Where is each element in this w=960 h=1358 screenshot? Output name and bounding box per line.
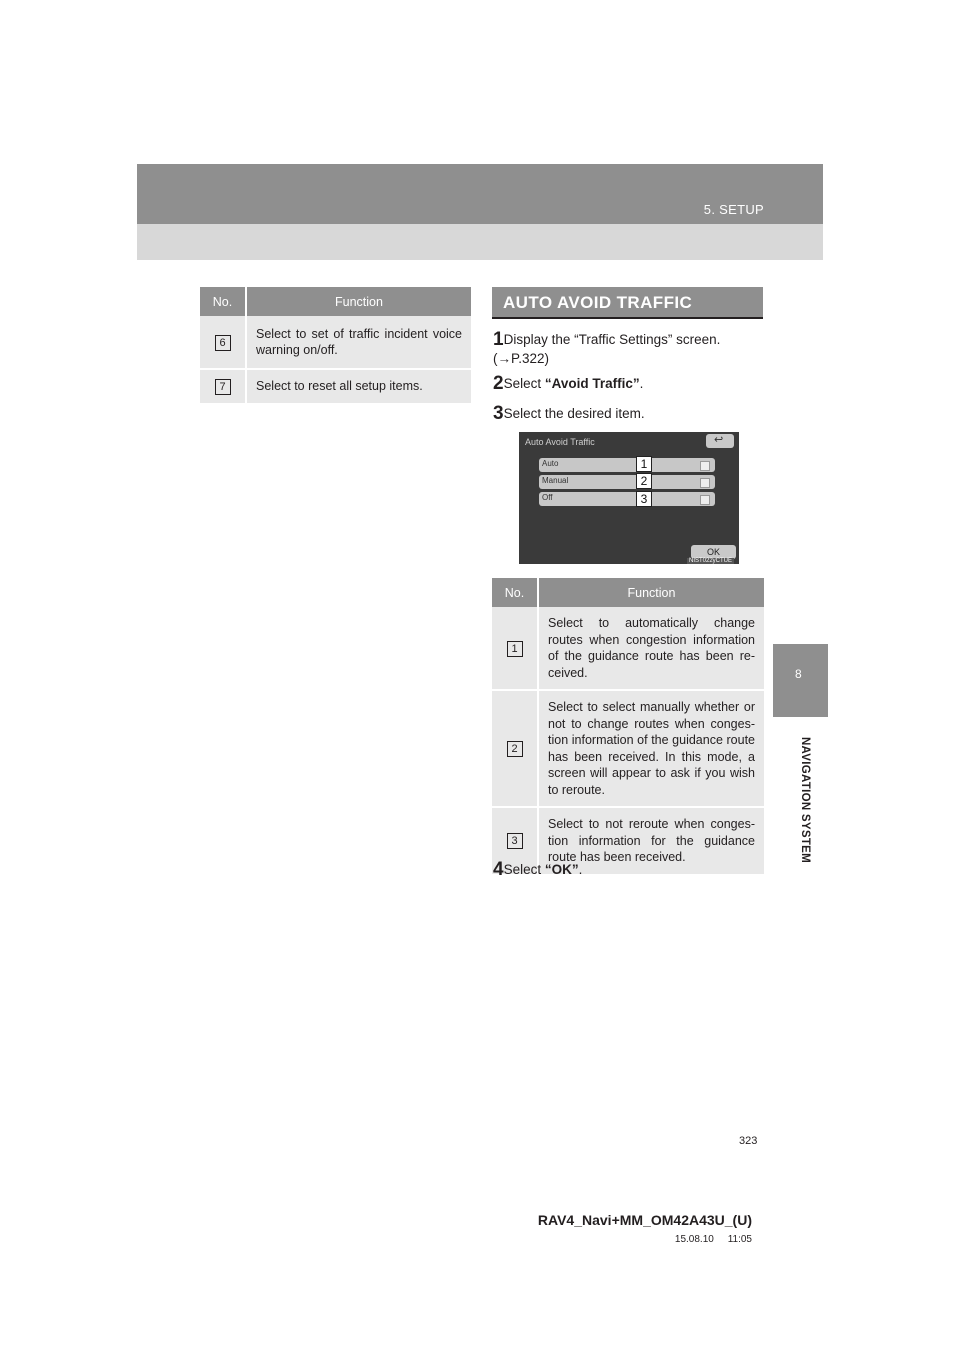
chapter-number: 8 [795,667,802,681]
callout-number-box: 1 [507,641,523,657]
step-number: 4 [493,859,504,880]
back-button[interactable] [706,434,734,448]
step-4 [493,860,765,879]
step-2 [493,374,765,393]
section-heading [492,287,763,319]
option-auto[interactable] [539,458,715,472]
table-header-row [200,287,471,316]
ok-button[interactable]: OK [691,545,736,559]
document-code: RAV4_Navi+MM_OM42A43U_(U) [537,1212,752,1228]
column-header-function: Function [538,578,764,607]
image-code: NIST022yCTUE [689,558,733,564]
option-manual[interactable] [539,475,715,489]
callout-number-box: 7 [215,379,231,395]
section-header-title: 5. SETUP [703,202,764,217]
step-emphasis: “OK” [544,862,579,877]
step-number: 3 [493,403,504,424]
step-text: Select the desired item. [503,406,645,421]
chapter-label [775,736,815,876]
screen-illustration [519,432,739,564]
option-label: Off [542,493,553,502]
option-label: Auto [542,459,559,468]
row-function-text: Select to select manually whether or not to change routes when conges-tion information of the guidance route has been received. In this mode, a screen will appear to ask if you wish to reroute. [538,690,764,807]
option-off[interactable] [539,492,715,506]
row-function-text: Select to reset all setup items. [246,369,471,404]
step-3 [493,404,765,423]
callout-number-box: 3 [507,833,523,849]
callout-1: 1 [636,456,652,472]
back-icon: ↩ [714,434,724,446]
option-label: Manual [542,476,569,485]
table-header-row [492,578,764,607]
step-number: 2 [493,373,504,394]
callout-number-box: 6 [215,335,231,351]
screen-title: Auto Avoid Traffic [525,437,595,447]
callout-2: 2 [636,473,652,489]
row-number-cell [200,316,246,369]
table-row [492,690,764,807]
step-emphasis: “Avoid Traffic” [544,376,640,391]
row-number-cell [200,369,246,404]
checkbox-icon [700,495,710,505]
function-table-top [200,287,471,405]
row-function-text: Select to not reroute when conges-tion information for the guidance route has been received. [538,807,764,875]
step-number: 1 [493,329,504,350]
step-suffix: . [578,862,583,877]
step-suffix: . [639,376,644,391]
step-text: Display the “Traffic Settings” screen. (→P.322) [493,332,721,366]
step-1 [493,330,765,368]
checkbox-icon [700,478,710,488]
column-header-function: Function [246,287,471,316]
table-row [200,316,471,369]
column-header-no: No. [492,578,538,607]
table-row [200,369,471,404]
step-text: Select [503,376,545,391]
callout-3: 3 [636,491,652,507]
page-number: 323 [739,1135,758,1147]
row-number-cell [492,690,538,807]
chapter-tab [773,644,828,717]
column-header-no: No. [200,287,246,316]
chapter-label-text: NAVIGATION SYSTEM [799,736,811,864]
section-heading-text: AUTO AVOID TRAFFIC [503,293,693,312]
row-number-cell [492,607,538,690]
function-table-bottom [492,578,764,876]
step-text: Select [503,862,545,877]
callout-number-box: 2 [507,741,523,757]
row-function-text: Select to set of traffic incident voice warning on/off. [246,316,471,369]
table-row [492,607,764,690]
print-stamp: 15.08.10 11:05 [674,1234,752,1245]
row-function-text: Select to automatically change routes when congestion information of the guidance route has been re-ceived. [538,607,764,690]
header-subband [137,224,823,260]
checkbox-icon [700,461,710,471]
